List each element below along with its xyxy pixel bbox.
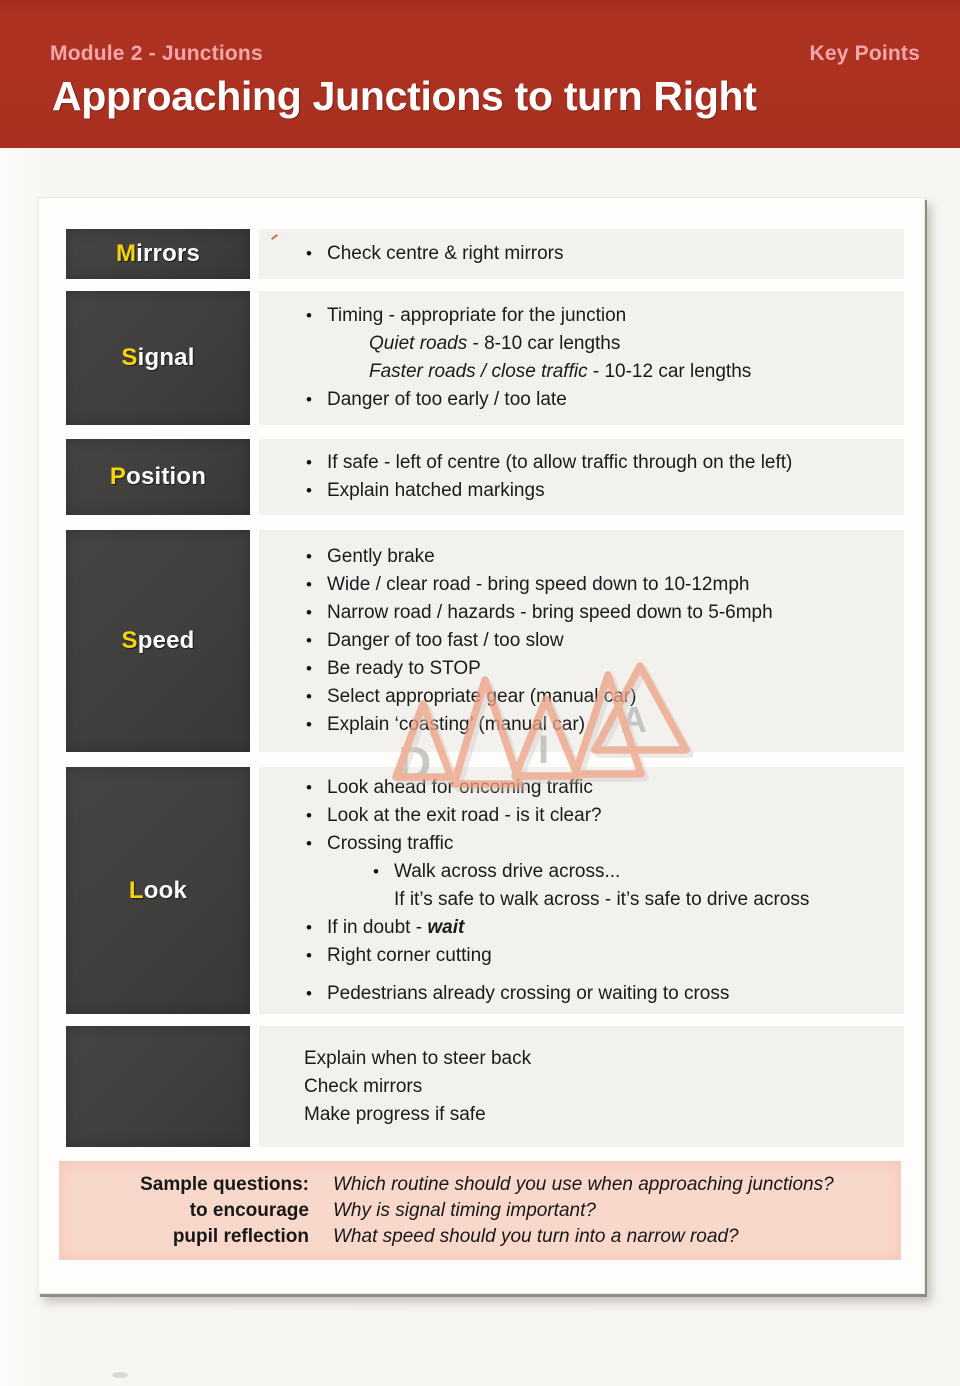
bullet-icon: • — [306, 777, 312, 797]
line-text: Walk across drive across... — [394, 860, 621, 882]
row-label-box — [66, 1026, 250, 1147]
page-title: Approaching Junctions to turn Right — [52, 73, 757, 119]
content-line — [259, 302, 904, 330]
content-line — [259, 240, 904, 268]
content-line — [259, 1045, 904, 1073]
content-line — [259, 1101, 904, 1129]
line-text: Check mirrors — [304, 1075, 423, 1097]
sample-question-row — [59, 1172, 901, 1198]
content-line — [259, 627, 904, 655]
line-text: Wide / clear road - bring speed down to 10-12mph — [327, 574, 750, 595]
svg-text:D: D — [398, 737, 432, 789]
content-line — [259, 543, 904, 571]
sample-questions-panel — [59, 1161, 901, 1260]
label-initial: P — [109, 463, 127, 490]
routine-row — [66, 291, 904, 425]
bullet-icon: • — [306, 945, 312, 965]
line-text: Look at the exit road - is it clear? — [327, 804, 602, 826]
bullet-icon: • — [306, 481, 312, 500]
label-initial: L — [128, 876, 144, 904]
line-text: Crossing traffic — [327, 832, 454, 854]
content-line — [259, 980, 904, 1008]
sample-question: Why is signal timing important? — [333, 1199, 596, 1221]
sample-question: Which routine should you use when approaching junctions? — [333, 1173, 834, 1195]
sample-label: Sample questions: — [140, 1173, 309, 1195]
content-line — [259, 655, 904, 683]
bullet-icon: • — [306, 547, 312, 566]
content-line — [259, 858, 904, 886]
content-line — [259, 449, 904, 477]
row-label-text: Look — [128, 876, 188, 904]
routine-row — [66, 1026, 904, 1147]
row-content — [259, 530, 904, 752]
bullet-icon: • — [373, 861, 379, 881]
row-label-text: Mirrors — [115, 240, 201, 267]
page-header — [0, 0, 960, 148]
routine-row — [66, 530, 904, 752]
bullet-icon: • — [306, 805, 312, 825]
row-content — [259, 439, 904, 515]
line-text: Danger of too early / too late — [327, 389, 567, 410]
label-initial: S — [121, 627, 138, 654]
content-line — [259, 683, 904, 711]
row-label-box — [66, 291, 250, 425]
routine-row — [66, 229, 904, 279]
line-text: Explain ‘coasting’ (manual car) — [327, 714, 586, 735]
bullet-icon: • — [306, 659, 312, 678]
module-label: Module 2 - Junctions — [50, 42, 263, 65]
label-initial: S — [121, 344, 138, 371]
content-line — [259, 886, 904, 914]
bullet-icon: • — [306, 390, 312, 409]
content-line — [259, 386, 904, 414]
line-text: Quiet roads - 8-10 car lengths — [369, 333, 621, 354]
content-line — [259, 942, 904, 970]
line-text: If safe - left of centre (to allow traffic through on the left) — [327, 452, 793, 473]
sample-question: What speed should you turn into a narrow road? — [333, 1225, 739, 1247]
bullet-icon: • — [306, 575, 312, 594]
line-text: Narrow road / hazards - bring speed down to 5-6mph — [327, 602, 773, 623]
content-line — [259, 830, 904, 858]
bullet-icon: • — [306, 603, 312, 622]
label-initial: M — [115, 240, 137, 267]
bullet-icon: • — [306, 983, 312, 1003]
routine-row — [66, 439, 904, 515]
row-label-box — [66, 530, 250, 752]
routine-row — [66, 767, 904, 1014]
line-text: If it’s safe to walk across - it’s safe to drive across — [394, 888, 810, 910]
content-card — [38, 197, 925, 1294]
content-line — [259, 802, 904, 830]
bullet-icon: • — [306, 631, 312, 650]
key-points-label: Key Points — [809, 42, 920, 65]
sample-label: pupil reflection — [172, 1225, 309, 1247]
content-line — [259, 774, 904, 802]
bullet-icon: • — [306, 244, 312, 263]
row-label-box — [66, 767, 250, 1014]
header-meta-row — [50, 42, 920, 66]
line-text: Explain hatched markings — [327, 480, 545, 501]
line-text: Select appropriate gear (manual car) — [327, 686, 637, 707]
line-text: Timing - appropriate for the junction — [327, 305, 627, 326]
line-text: Look ahead for oncoming traffic — [327, 776, 593, 798]
content-line — [259, 477, 904, 505]
line-text: Be ready to STOP — [327, 658, 481, 679]
bullet-icon: • — [306, 453, 312, 472]
row-label-text: Signal — [121, 344, 195, 371]
row-label-box — [66, 229, 250, 279]
svg-text:A: A — [621, 699, 647, 740]
scan-smudge-artifact — [112, 1372, 128, 1378]
sample-label: to encourage — [189, 1199, 309, 1221]
bullet-icon: • — [306, 306, 312, 325]
row-label-text: Position — [109, 463, 207, 490]
content-line — [259, 571, 904, 599]
row-content — [259, 291, 904, 425]
row-label-text: Speed — [121, 627, 195, 654]
content-line — [259, 711, 904, 739]
line-text: Faster roads / close traffic - 10-12 car lengths — [369, 361, 752, 382]
sample-question-row — [59, 1224, 901, 1250]
content-line — [259, 330, 904, 358]
row-label-box — [66, 439, 250, 515]
row-content — [259, 1026, 904, 1147]
line-text: Explain when to steer back — [304, 1047, 532, 1069]
row-content — [259, 229, 904, 279]
line-text: Danger of too fast / too slow — [327, 630, 564, 651]
line-text: Make progress if safe — [304, 1103, 486, 1125]
line-text: Pedestrians already crossing or waiting to cross — [327, 982, 730, 1004]
bullet-icon: • — [306, 833, 312, 853]
content-line — [259, 914, 904, 942]
line-text: Gently brake — [327, 546, 435, 567]
content-line — [259, 358, 904, 386]
bullet-icon: • — [306, 687, 312, 706]
bullet-icon: • — [306, 917, 312, 937]
line-text: Check centre & right mirrors — [327, 243, 564, 264]
svg-text:I: I — [538, 728, 550, 772]
content-line — [259, 1073, 904, 1101]
line-text: If in doubt - wait — [327, 916, 465, 938]
row-content — [259, 767, 904, 1014]
line-text: Right corner cutting — [327, 944, 492, 966]
content-line — [259, 599, 904, 627]
bullet-icon: • — [306, 715, 312, 734]
routine-rows — [59, 229, 924, 1147]
sample-question-row — [59, 1198, 901, 1224]
